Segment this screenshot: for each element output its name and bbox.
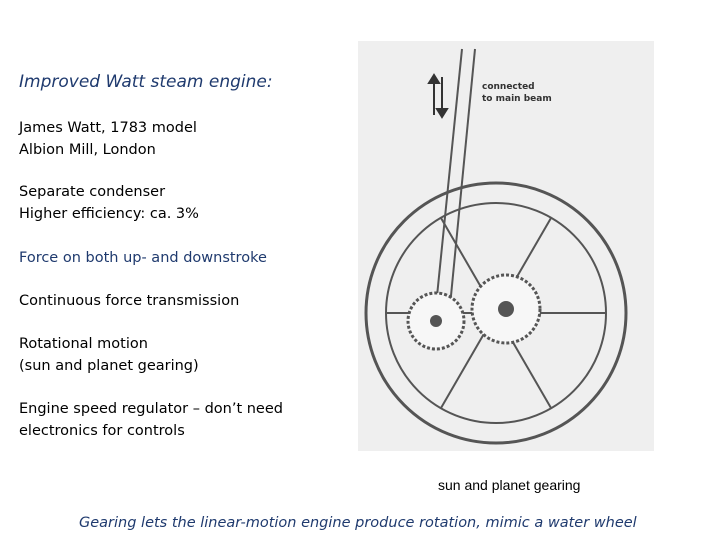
slide-title: Improved Watt steam engine: <box>19 72 273 92</box>
figure-caption: sun and planet gearing <box>438 477 581 493</box>
info-line: Albion Mill, London <box>19 142 156 158</box>
diagram-label-line1: connected <box>482 82 535 92</box>
info-line: Engine speed regulator – don’t need <box>19 401 283 417</box>
planet-gear-hub <box>430 315 442 327</box>
info-line: Rotational motion <box>19 336 148 352</box>
info-line: Higher efficiency: ca. 3% <box>19 206 199 222</box>
info-block-rotation <box>19 333 199 377</box>
info-line: Separate condenser <box>19 184 166 200</box>
info-block-force <box>19 247 267 269</box>
connecting-rod-left <box>436 49 462 306</box>
info-block-regulator <box>19 398 283 442</box>
info-line: Continuous force transmission <box>19 293 240 309</box>
info-line: electronics for controls <box>19 423 185 439</box>
sun-planet-gear-illustration <box>358 41 654 451</box>
info-line: James Watt, 1783 model <box>19 120 197 136</box>
sun-gear-hub <box>498 301 514 317</box>
info-block-history <box>19 117 197 161</box>
diagram-label-line2: to main beam <box>482 94 552 104</box>
info-block-transmission <box>19 290 239 312</box>
up-down-arrow-icon <box>429 75 447 117</box>
connecting-rod-right <box>450 49 475 306</box>
info-line: (sun and planet gearing) <box>19 358 199 374</box>
footer-note: Gearing lets the linear-motion engine produce rotation, mimic a water wheel <box>79 515 637 531</box>
info-line: Force on both up- and downstroke <box>19 250 267 266</box>
info-block-efficiency <box>19 181 199 225</box>
gear-wheel-drawing <box>358 41 654 451</box>
